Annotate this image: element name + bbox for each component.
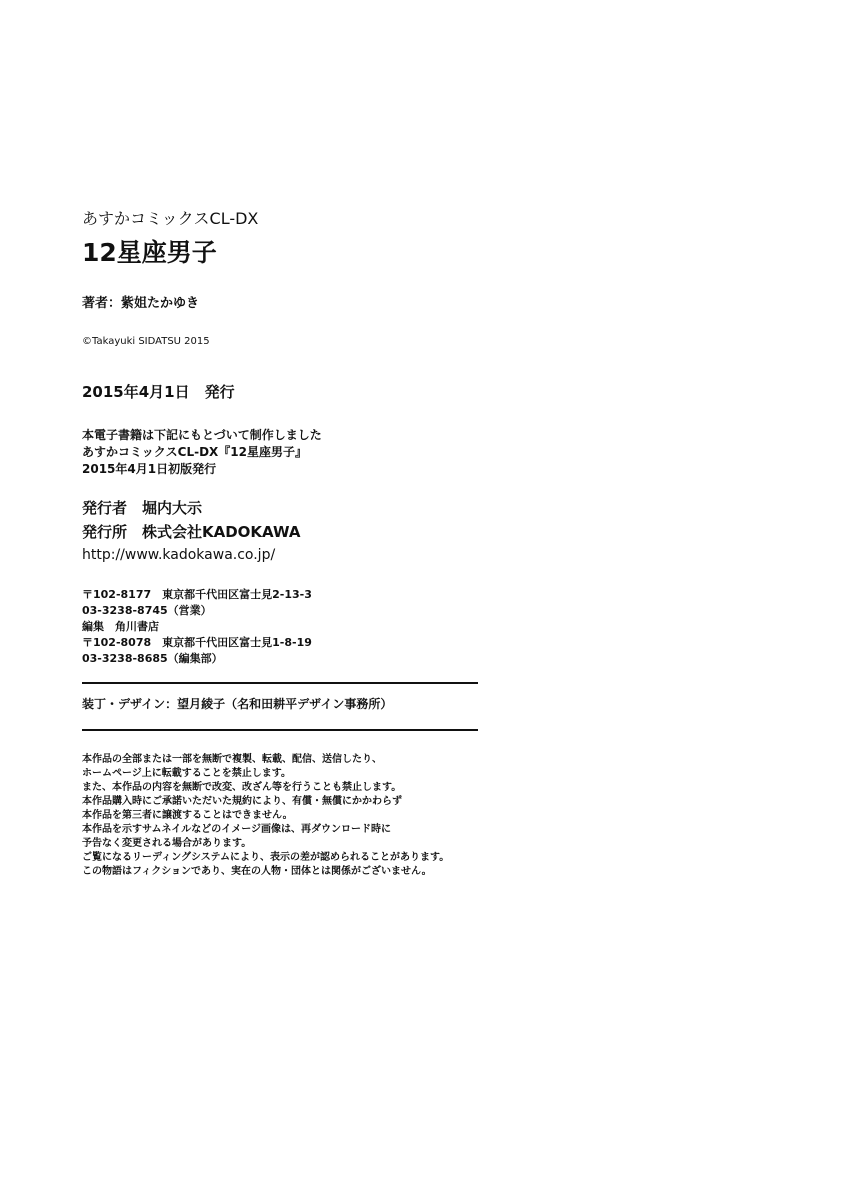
notice-line: 予告なく変更される場合があります。 <box>82 838 252 849</box>
author-credit: 著者：紫姐たかゆき <box>82 296 200 311</box>
divider <box>82 682 478 684</box>
notice-line: 本作品購入時にご承諾いただいた規約により、有償・無償にかかわらず <box>82 796 402 807</box>
notice-line: 本作品を示すサムネイルなどのイメージ画像は、再ダウンロード時に <box>82 824 391 835</box>
notice-line: 本作品の全部または一部を無断で複製、転載、配信、送信したり、 <box>82 754 382 765</box>
publishing-house-line: 発行所 株式会社KADOKAWA <box>82 523 301 541</box>
series-name: あすかコミックスCL-DX <box>82 209 259 228</box>
publish-date: 2015年4月1日 発行 <box>82 383 235 401</box>
publisher-line: 発行者 堀内大示 <box>82 499 203 517</box>
notice-line: ホームページ上に転載することを禁止します。 <box>82 768 291 779</box>
notice-line: ご覧になるリーディングシステムにより、表示の差が認められることがあります。 <box>82 852 450 863</box>
address-line: 〒102-8177 東京都千代田区富士見2-13-3 <box>82 588 312 601</box>
address-line: 編集 角川書店 <box>82 620 159 633</box>
notice-line: この物語はフィクションであり、実在の人物・団体とは関係がございません。 <box>82 866 432 877</box>
design-credit: 装丁・デザイン：望月綾子（名和田耕平デザイン事務所） <box>82 697 393 711</box>
notice-line: 本作品を第三者に譲渡することはできません。 <box>82 810 293 821</box>
source-note-line: 本電子書籍は下記にもとづいて制作しました <box>82 428 322 442</box>
source-note-line: 2015年4月1日初版発行 <box>82 462 217 476</box>
copyright-notice: ©Takayuki SIDATSU 2015 <box>82 336 210 347</box>
address-line: 03-3238-8685（編集部） <box>82 652 223 665</box>
source-note-line: あすかコミックスCL-DX『12星座男子』 <box>82 445 307 459</box>
book-title: 12星座男子 <box>82 238 217 267</box>
publisher-url: http://www.kadokawa.co.jp/ <box>82 547 276 563</box>
divider <box>82 729 478 731</box>
address-line: 〒102-8078 東京都千代田区富士見1-8-19 <box>82 636 312 649</box>
notice-line: また、本作品の内容を無断で改変、改ざん等を行うことも禁止します。 <box>82 782 402 793</box>
address-line: 03-3238-8745（営業） <box>82 604 212 617</box>
